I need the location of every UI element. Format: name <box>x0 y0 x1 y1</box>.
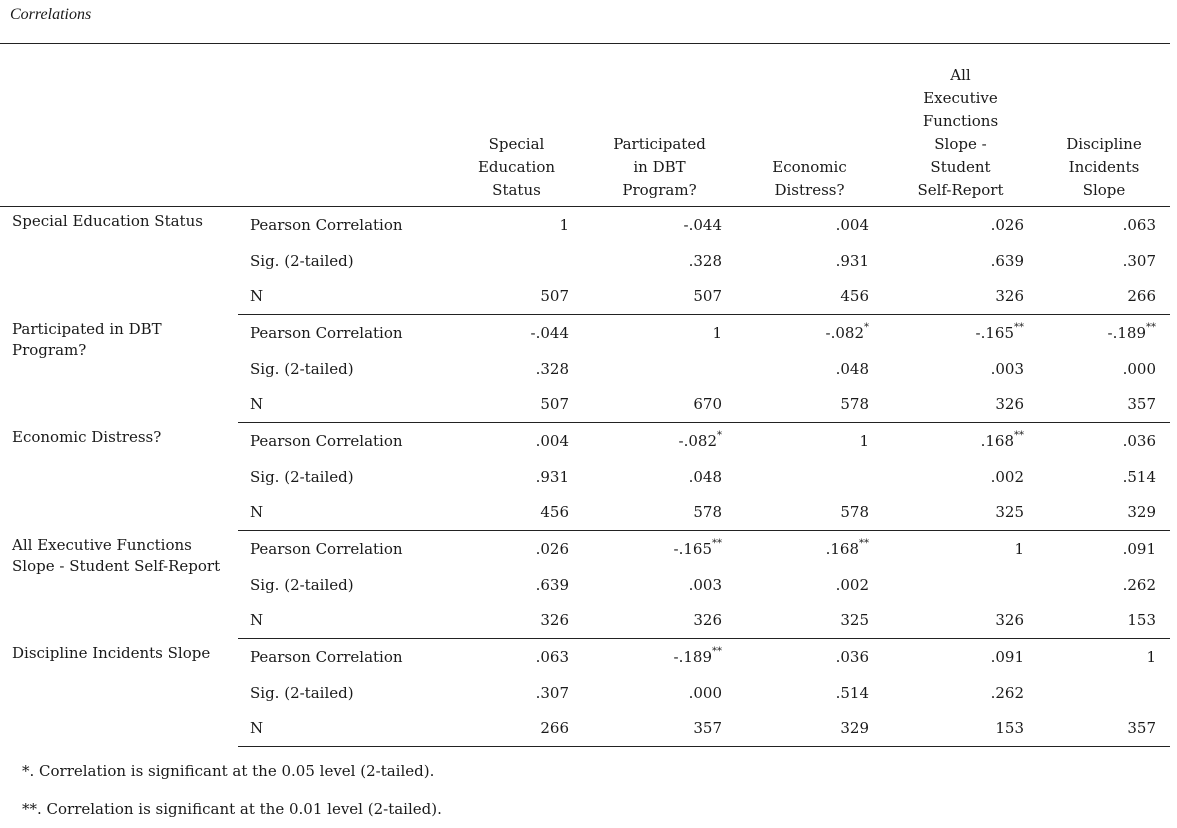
value-cell <box>583 639 736 675</box>
cell-value: .931 <box>835 251 869 270</box>
statistic-label: Sig. (2-tailed) <box>250 251 354 270</box>
value-cell <box>883 315 1038 351</box>
cell-value: 1 <box>859 431 869 450</box>
significance-marker: * <box>864 321 869 333</box>
column-header-line: Self-Report <box>917 181 1004 199</box>
correlations-table <box>0 43 1170 747</box>
cell-value: 456 <box>540 503 569 522</box>
cell-value: 1 <box>712 323 722 342</box>
value-cell <box>1038 315 1170 351</box>
statistic-label: N <box>238 386 450 422</box>
cell-value: 456 <box>840 287 869 306</box>
significance-marker: ** <box>859 538 869 550</box>
cell-value: 670 <box>693 395 722 414</box>
column-header-line: Distress? <box>774 181 845 199</box>
value-cell <box>450 207 583 243</box>
value-cell <box>883 639 1038 675</box>
value-cell <box>450 495 583 531</box>
value-cell <box>450 386 583 422</box>
cell-value: -.165 <box>673 540 712 559</box>
cell-value: -.189 <box>1107 323 1146 342</box>
footnote-2: **. Correlation is significant at the 0.01 level (2-tailed). <box>22 800 442 818</box>
cell-value: .036 <box>1122 431 1156 450</box>
value-cell <box>736 675 883 711</box>
cell-value: .004 <box>535 431 569 450</box>
cell-value: .262 <box>990 683 1024 702</box>
column-header-line: Education <box>477 158 556 176</box>
value-cell <box>883 531 1038 567</box>
cell-value: .514 <box>1122 467 1156 486</box>
cell-value: 266 <box>540 719 569 738</box>
value-cell <box>883 351 1038 387</box>
value-cell <box>883 675 1038 711</box>
header-row <box>0 44 1170 207</box>
value-cell <box>883 207 1038 243</box>
cell-value: .262 <box>1122 575 1156 594</box>
value-cell <box>736 531 883 567</box>
value-cell <box>450 351 583 387</box>
cell-value: -.165 <box>975 323 1014 342</box>
value-cell <box>736 639 883 675</box>
significance-marker: ** <box>1014 429 1024 441</box>
column-header-line: Discipline <box>1066 135 1142 153</box>
value-cell <box>1038 351 1170 387</box>
cell-value: .002 <box>990 467 1024 486</box>
cell-value: .931 <box>535 467 569 486</box>
statistic-label: Pearson Correlation <box>250 323 403 342</box>
value-cell <box>450 423 583 459</box>
column-header-line: Economic <box>772 158 847 176</box>
value-cell <box>736 386 883 422</box>
column-header-line: Incidents <box>1068 158 1140 176</box>
value-cell <box>450 603 583 639</box>
value-cell <box>450 315 583 351</box>
cell-value: .048 <box>835 359 869 378</box>
cell-value: .307 <box>535 683 569 702</box>
column-header <box>1038 44 1170 207</box>
cell-value: 1 <box>1146 648 1156 667</box>
value-cell <box>450 639 583 675</box>
value-cell <box>736 603 883 639</box>
value-cell <box>583 423 736 459</box>
value-cell <box>583 675 736 711</box>
value-cell <box>883 278 1038 314</box>
value-cell <box>450 711 583 747</box>
value-cell <box>736 278 883 314</box>
value-cell <box>736 495 883 531</box>
column-header-line: Status <box>492 181 541 199</box>
row-variable-label: Economic Distress? <box>12 427 162 446</box>
value-cell <box>583 603 736 639</box>
value-cell <box>1038 639 1170 675</box>
value-cell <box>1038 675 1170 711</box>
statistic-label: Pearson Correlation <box>250 540 403 559</box>
value-cell <box>736 207 883 243</box>
value-cell <box>583 386 736 422</box>
significance-marker: ** <box>712 538 722 550</box>
table-row <box>0 531 1170 567</box>
value-cell <box>583 278 736 314</box>
value-cell <box>583 315 736 351</box>
cell-value: 1 <box>559 215 569 234</box>
value-cell <box>1038 711 1170 747</box>
cell-value: 326 <box>693 611 722 630</box>
cell-value: .307 <box>1122 251 1156 270</box>
cell-value: 326 <box>995 287 1024 306</box>
column-header-line: Special <box>488 135 545 153</box>
cell-value: 325 <box>840 611 869 630</box>
header-blank-cell <box>0 44 238 207</box>
statistic-label: Sig. (2-tailed) <box>250 575 354 594</box>
cell-value: 329 <box>840 719 869 738</box>
cell-value: 507 <box>693 287 722 306</box>
value-cell <box>1038 423 1170 459</box>
statistic-label: Sig. (2-tailed) <box>250 467 354 486</box>
value-cell <box>1038 386 1170 422</box>
table-row <box>0 639 1170 675</box>
value-cell <box>1038 459 1170 495</box>
cell-value: .026 <box>535 540 569 559</box>
statistic-label: Pearson Correlation <box>250 648 403 667</box>
cell-value: -.189 <box>673 648 712 667</box>
column-header-line: Program? <box>622 181 697 199</box>
value-cell <box>736 711 883 747</box>
cell-value: .639 <box>535 575 569 594</box>
value-cell <box>583 495 736 531</box>
value-cell <box>883 495 1038 531</box>
value-cell <box>736 423 883 459</box>
cell-value: .063 <box>535 648 569 667</box>
value-cell <box>1038 278 1170 314</box>
value-cell <box>583 711 736 747</box>
cell-value: .003 <box>688 575 722 594</box>
table-body <box>0 207 1170 747</box>
cell-value: 1 <box>1014 540 1024 559</box>
cell-value: .168 <box>825 540 859 559</box>
statistic-label: Sig. (2-tailed) <box>250 683 354 702</box>
footnote-1: *. Correlation is significant at the 0.05 level (2-tailed). <box>22 762 435 780</box>
value-cell <box>736 351 883 387</box>
column-header <box>883 44 1038 207</box>
significance-marker: * <box>717 429 722 441</box>
table-title: Correlations <box>10 6 92 23</box>
cell-value: 329 <box>1127 503 1156 522</box>
cell-value: 357 <box>1127 395 1156 414</box>
cell-value: 325 <box>995 503 1024 522</box>
value-cell <box>883 386 1038 422</box>
value-cell <box>1038 495 1170 531</box>
column-header-line: Student <box>930 158 991 176</box>
cell-value: -.044 <box>683 215 722 234</box>
column-header <box>450 44 583 207</box>
cell-value: 578 <box>693 503 722 522</box>
statistic-label: N <box>238 603 450 639</box>
cell-value: 357 <box>693 719 722 738</box>
value-cell <box>450 675 583 711</box>
value-cell <box>450 567 583 603</box>
statistic-label: Sig. (2-tailed) <box>250 359 354 378</box>
cell-value: .091 <box>1122 540 1156 559</box>
row-variable-label: Discipline Incidents Slope <box>12 643 211 662</box>
cell-value: .026 <box>990 215 1024 234</box>
cell-value: 326 <box>540 611 569 630</box>
cell-value: 507 <box>540 395 569 414</box>
value-cell <box>450 459 583 495</box>
cell-value: .063 <box>1122 215 1156 234</box>
cell-value: .002 <box>835 575 869 594</box>
significance-marker: ** <box>1146 321 1156 333</box>
value-cell <box>1038 567 1170 603</box>
column-header <box>583 44 736 207</box>
column-header-line: Slope <box>1082 181 1126 199</box>
statistic-label: N <box>238 495 450 531</box>
cell-value: 578 <box>840 503 869 522</box>
value-cell <box>1038 243 1170 279</box>
value-cell <box>583 567 736 603</box>
table-header <box>0 44 1170 207</box>
value-cell <box>450 278 583 314</box>
cell-value: .000 <box>1122 359 1156 378</box>
value-cell <box>450 531 583 567</box>
column-header-line: All <box>950 66 971 84</box>
cell-value: .048 <box>688 467 722 486</box>
value-cell <box>583 207 736 243</box>
table-row <box>0 423 1170 459</box>
cell-value: 578 <box>840 395 869 414</box>
value-cell <box>583 531 736 567</box>
value-cell <box>1038 603 1170 639</box>
column-header-line: Executive <box>923 89 998 107</box>
value-cell <box>583 459 736 495</box>
value-cell <box>883 603 1038 639</box>
value-cell <box>736 459 883 495</box>
column-header-line: Slope - <box>934 135 987 153</box>
table-row <box>0 315 1170 351</box>
statistic-label: Pearson Correlation <box>250 215 403 234</box>
statistic-label: Pearson Correlation <box>250 431 403 450</box>
cell-value: .036 <box>835 648 869 667</box>
value-cell <box>883 423 1038 459</box>
column-header-line: in DBT <box>633 158 686 176</box>
cell-value: .091 <box>990 648 1024 667</box>
value-cell <box>883 711 1038 747</box>
correlations-table-container <box>0 43 1170 747</box>
row-variable-label: Special Education Status <box>12 212 203 230</box>
row-variable-label: All Executive Functions Slope - Student Self-Report <box>12 535 221 575</box>
value-cell <box>736 567 883 603</box>
value-cell <box>1038 207 1170 243</box>
value-cell <box>883 243 1038 279</box>
cell-value: 153 <box>1127 611 1156 630</box>
statistic-label: N <box>238 278 450 314</box>
cell-value: 326 <box>995 395 1024 414</box>
column-header-line: Functions <box>922 112 999 130</box>
column-header-line: Participated <box>613 135 706 153</box>
value-cell <box>583 351 736 387</box>
significance-marker: ** <box>1014 321 1024 333</box>
header-blank-cell <box>238 44 450 207</box>
cell-value: .328 <box>688 251 722 270</box>
cell-value: 507 <box>540 287 569 306</box>
value-cell <box>450 243 583 279</box>
value-cell <box>583 243 736 279</box>
cell-value: -.044 <box>530 323 569 342</box>
cell-value: .514 <box>835 683 869 702</box>
value-cell <box>883 567 1038 603</box>
column-header <box>736 44 883 207</box>
cell-value: .639 <box>990 251 1024 270</box>
cell-value: -.082 <box>825 323 864 342</box>
cell-value: .168 <box>980 431 1014 450</box>
cell-value: -.082 <box>678 431 717 450</box>
cell-value: .328 <box>535 359 569 378</box>
row-variable-label: Participated in DBT Program? <box>12 319 162 359</box>
value-cell <box>883 459 1038 495</box>
cell-value: 326 <box>995 611 1024 630</box>
table-row <box>0 207 1170 243</box>
cell-value: 153 <box>995 719 1024 738</box>
statistic-label: N <box>238 711 450 747</box>
cell-value: 357 <box>1127 719 1156 738</box>
value-cell <box>736 243 883 279</box>
cell-value: 266 <box>1127 287 1156 306</box>
cell-value: .000 <box>688 683 722 702</box>
significance-marker: ** <box>712 646 722 658</box>
value-cell <box>1038 531 1170 567</box>
cell-value: .004 <box>835 215 869 234</box>
value-cell <box>736 315 883 351</box>
cell-value: .003 <box>990 359 1024 378</box>
